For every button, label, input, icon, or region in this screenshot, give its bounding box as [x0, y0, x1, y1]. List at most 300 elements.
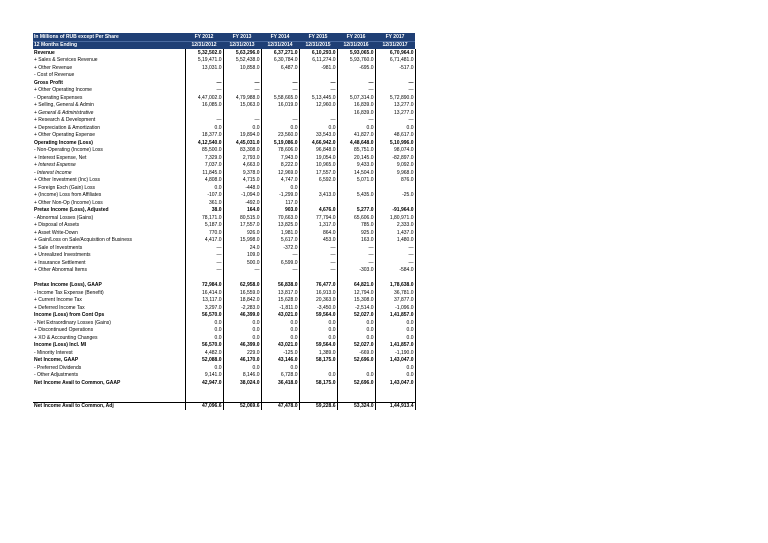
- cell-value: 0.0: [375, 319, 415, 327]
- table-row: [33, 394, 415, 402]
- cell-value: [261, 109, 299, 117]
- table-row: [33, 259, 415, 267]
- cell-value: —: [185, 79, 223, 87]
- table-row: [33, 237, 415, 245]
- cell-value: 12,794.0: [337, 289, 375, 297]
- cell-value: 58,175.0: [299, 379, 337, 387]
- cell-value: 5,13,445.0: [299, 94, 337, 102]
- cell-value: 19,894.0: [223, 132, 261, 140]
- row-label: - Net Extraordinary Losses (Gains): [33, 319, 185, 327]
- row-label: + Other Investment (Inc) Loss: [33, 177, 185, 185]
- table-row: [33, 319, 415, 327]
- cell-value: —: [299, 79, 337, 87]
- cell-value: 1,43,047.0: [375, 357, 415, 365]
- cell-value: 15,998.0: [223, 237, 261, 245]
- cell-value: 4,715.0: [223, 177, 261, 185]
- cell-value: [185, 72, 223, 80]
- cell-value: [337, 387, 375, 395]
- row-label: + Insurance Settlement: [33, 259, 185, 267]
- cell-value: 4,47,002.0: [185, 94, 223, 102]
- table-row: [33, 162, 415, 170]
- row-label: Net Income Avail to Common, GAAP: [33, 379, 185, 387]
- cell-value: 18,377.0: [185, 132, 223, 140]
- table-row: [33, 214, 415, 222]
- period-label: 12 Months Ending: [33, 41, 185, 49]
- row-label: Net Income, GAAP: [33, 357, 185, 365]
- cell-value: 70,663.0: [261, 214, 299, 222]
- cell-value: 0.0: [185, 364, 223, 372]
- cell-value: -3,450.0: [299, 304, 337, 312]
- cell-value: 78,171.0: [185, 214, 223, 222]
- cell-value: [299, 274, 337, 282]
- row-label: - Abnormal Losses (Gains): [33, 214, 185, 222]
- cell-value: 0.0: [223, 364, 261, 372]
- cell-value: 3,297.0: [185, 304, 223, 312]
- cell-value: 18,842.0: [223, 297, 261, 305]
- cell-value: -517.0: [375, 64, 415, 72]
- cell-value: 58,175.0: [299, 357, 337, 365]
- cell-value: 0.0: [375, 334, 415, 342]
- cell-value: 361.0: [185, 199, 223, 207]
- row-label: + Other Operating Expense: [33, 132, 185, 140]
- cell-value: -25.0: [375, 192, 415, 200]
- cell-value: [337, 72, 375, 80]
- table-row: [33, 379, 415, 387]
- cell-value: 7,329.0: [185, 154, 223, 162]
- table-row: [33, 117, 415, 125]
- cell-value: 5,72,890.0: [375, 94, 415, 102]
- cell-value: -91,964.0: [375, 207, 415, 215]
- cell-value: -2,514.0: [337, 304, 375, 312]
- cell-value: 500.0: [223, 259, 261, 267]
- cell-value: -107.0: [185, 192, 223, 200]
- cell-value: 4,676.0: [299, 207, 337, 215]
- cell-value: 5,435.0: [337, 192, 375, 200]
- cell-value: 14,504.0: [337, 169, 375, 177]
- cell-value: 5,19,086.0: [261, 139, 299, 147]
- cell-value: 9,378.0: [223, 169, 261, 177]
- cell-value: 43,021.0: [261, 312, 299, 320]
- cell-value: 0.0: [185, 319, 223, 327]
- cell-value: —: [261, 267, 299, 275]
- cell-value: 43,021.0: [261, 342, 299, 350]
- cell-value: 0.0: [375, 372, 415, 380]
- cell-value: 1,317.0: [299, 222, 337, 230]
- cell-value: [261, 72, 299, 80]
- row-label: - Minority Interest: [33, 349, 185, 357]
- period-end-date: 12/31/2013: [223, 41, 261, 49]
- cell-value: 77,794.0: [299, 214, 337, 222]
- cell-value: 20,363.0: [299, 297, 337, 305]
- row-label: + Other Operating Income: [33, 87, 185, 95]
- cell-value: 0.0: [185, 124, 223, 132]
- row-label: + Asset Write-Down: [33, 229, 185, 237]
- row-label: + Interest Expense: [33, 162, 185, 170]
- cell-value: -669.0: [337, 349, 375, 357]
- cell-value: —: [375, 87, 415, 95]
- cell-value: [375, 394, 415, 402]
- cell-value: —: [185, 87, 223, 95]
- cell-value: 20,145.0: [337, 154, 375, 162]
- cell-value: 2,793.0: [223, 154, 261, 162]
- cell-value: 7,037.0: [185, 162, 223, 170]
- row-label: + Selling, General & Admin: [33, 102, 185, 110]
- cell-value: [337, 394, 375, 402]
- cell-value: —: [261, 252, 299, 260]
- cell-value: —: [337, 252, 375, 260]
- year-header: FY 2016: [337, 33, 375, 41]
- cell-value: 1,43,047.0: [375, 379, 415, 387]
- row-label: Income (Loss) from Cont Ops: [33, 312, 185, 320]
- cell-value: 9,968.0: [375, 169, 415, 177]
- cell-value: -1,299.0: [261, 192, 299, 200]
- cell-value: 16,839.0: [337, 109, 375, 117]
- cell-value: [223, 274, 261, 282]
- table-row: [33, 372, 415, 380]
- row-label: + Depreciation & Amortization: [33, 124, 185, 132]
- cell-value: 0.0: [375, 364, 415, 372]
- cell-value: 6,71,481.0: [375, 57, 415, 65]
- cell-value: 15,308.0: [337, 297, 375, 305]
- cell-value: 13,277.0: [375, 109, 415, 117]
- cell-value: [375, 184, 415, 192]
- year-header: FY 2017: [375, 33, 415, 41]
- table-row: [33, 297, 415, 305]
- cell-value: 5,63,296.0: [223, 49, 261, 57]
- cell-value: 0.0: [299, 327, 337, 335]
- cell-value: 83,308.0: [223, 147, 261, 155]
- cell-value: 52,696.0: [337, 357, 375, 365]
- table-row: [33, 139, 415, 147]
- cell-value: 16,913.0: [299, 289, 337, 297]
- period-end-date: 12/31/2015: [299, 41, 337, 49]
- cell-value: -492.0: [223, 199, 261, 207]
- cell-value: 0.0: [223, 334, 261, 342]
- cell-value: 52,027.0: [337, 342, 375, 350]
- cell-value: 0.0: [261, 327, 299, 335]
- cell-value: -1,811.0: [261, 304, 299, 312]
- cell-value: 15,063.0: [223, 102, 261, 110]
- cell-value: 0.0: [185, 184, 223, 192]
- cell-value: 0.0: [337, 372, 375, 380]
- cell-value: [261, 274, 299, 282]
- cell-value: [261, 394, 299, 402]
- cell-value: 164.0: [223, 207, 261, 215]
- row-label: + Unrealized Investments: [33, 252, 185, 260]
- row-label: - Operating Expenses: [33, 94, 185, 102]
- cell-value: —: [185, 117, 223, 125]
- cell-value: 3,413.0: [299, 192, 337, 200]
- cell-value: [375, 387, 415, 395]
- cell-value: 47,478.0: [261, 402, 299, 410]
- cell-value: —: [185, 267, 223, 275]
- table-row: [33, 334, 415, 342]
- cell-value: 4,12,540.0: [185, 139, 223, 147]
- cell-value: —: [299, 267, 337, 275]
- period-end-date: 12/31/2014: [261, 41, 299, 49]
- cell-value: 6,728.0: [261, 372, 299, 380]
- cell-value: —: [375, 117, 415, 125]
- cell-value: 0.0: [337, 334, 375, 342]
- cell-value: 13,825.0: [261, 222, 299, 230]
- table-row: [33, 327, 415, 335]
- table-body: [33, 49, 415, 410]
- cell-value: 5,52,438.0: [223, 57, 261, 65]
- cell-value: [299, 394, 337, 402]
- row-label: - Other Adjustments: [33, 372, 185, 380]
- cell-value: —: [337, 259, 375, 267]
- cell-value: 98,074.0: [375, 147, 415, 155]
- cell-value: 117.0: [261, 199, 299, 207]
- cell-value: 5,071.0: [337, 177, 375, 185]
- cell-value: [261, 387, 299, 395]
- row-label: + Current Income Tax: [33, 297, 185, 305]
- cell-value: 13,277.0: [375, 102, 415, 110]
- cell-value: [337, 199, 375, 207]
- cell-value: 770.0: [185, 229, 223, 237]
- cell-value: 925.0: [337, 229, 375, 237]
- table-row: [33, 102, 415, 110]
- cell-value: 0.0: [337, 319, 375, 327]
- cell-value: —: [337, 79, 375, 87]
- cell-value: 52,696.0: [337, 379, 375, 387]
- cell-value: 53,324.0: [337, 402, 375, 410]
- cell-value: 52,088.0: [185, 357, 223, 365]
- cell-value: [223, 394, 261, 402]
- row-label: + Interest Expense, Net: [33, 154, 185, 162]
- cell-value: -372.0: [261, 244, 299, 252]
- cell-value: 9,092.0: [375, 162, 415, 170]
- row-label: - Non-Operating (Income) Loss: [33, 147, 185, 155]
- cell-value: 6,11,274.0: [299, 57, 337, 65]
- cell-value: 0.0: [223, 327, 261, 335]
- period-end-date: 12/31/2016: [337, 41, 375, 49]
- cell-value: [185, 274, 223, 282]
- cell-value: 12,969.0: [261, 169, 299, 177]
- cell-value: 6,30,784.0: [261, 57, 299, 65]
- cell-value: —: [223, 87, 261, 95]
- cell-value: 1,981.0: [261, 229, 299, 237]
- cell-value: [375, 199, 415, 207]
- row-label: + Deferred Income Tax: [33, 304, 185, 312]
- cell-value: —: [337, 244, 375, 252]
- table-row: [33, 289, 415, 297]
- cell-value: —: [299, 259, 337, 267]
- cell-value: 0.0: [261, 334, 299, 342]
- cell-value: —: [337, 117, 375, 125]
- cell-value: 85,751.0: [337, 147, 375, 155]
- cell-value: 0.0: [337, 124, 375, 132]
- table-row: [33, 387, 415, 395]
- cell-value: 17,557.0: [299, 169, 337, 177]
- table-row: [33, 349, 415, 357]
- cell-value: 0.0: [185, 334, 223, 342]
- table-row: [33, 79, 415, 87]
- year-header: FY 2015: [299, 33, 337, 41]
- cell-value: 163.0: [337, 237, 375, 245]
- cell-value: 2,333.0: [375, 222, 415, 230]
- cell-value: —: [299, 244, 337, 252]
- cell-value: 1,41,857.0: [375, 342, 415, 350]
- cell-value: -125.0: [261, 349, 299, 357]
- table-row: [33, 229, 415, 237]
- cell-value: 876.0: [375, 177, 415, 185]
- cell-value: —: [261, 79, 299, 87]
- cell-value: 229.0: [223, 349, 261, 357]
- cell-value: 46,399.0: [223, 342, 261, 350]
- cell-value: -448.0: [223, 184, 261, 192]
- cell-value: 5,07,314.0: [337, 94, 375, 102]
- table-row: [33, 222, 415, 230]
- table-row: [33, 364, 415, 372]
- cell-value: [299, 387, 337, 395]
- cell-value: —: [261, 87, 299, 95]
- row-label: - Preferred Dividends: [33, 364, 185, 372]
- cell-value: [185, 394, 223, 402]
- cell-value: 10,858.0: [223, 64, 261, 72]
- cell-value: 1,44,913.4: [375, 402, 415, 410]
- row-label: Gross Profit: [33, 79, 185, 87]
- cell-value: —: [223, 267, 261, 275]
- cell-value: 5,19,471.0: [185, 57, 223, 65]
- table-row: [33, 169, 415, 177]
- cell-value: —: [261, 117, 299, 125]
- cell-value: 16,019.0: [261, 102, 299, 110]
- row-label: + Other Revenue: [33, 64, 185, 72]
- cell-value: 5,32,502.0: [185, 49, 223, 57]
- row-label: - Cost of Revenue: [33, 72, 185, 80]
- cell-value: [223, 72, 261, 80]
- cell-value: [337, 274, 375, 282]
- cell-value: 4,417.0: [185, 237, 223, 245]
- table-row: [33, 154, 415, 162]
- cell-value: 0.0: [299, 372, 337, 380]
- cell-value: -2,283.0: [223, 304, 261, 312]
- cell-value: 0.0: [261, 364, 299, 372]
- cell-value: 16,085.0: [185, 102, 223, 110]
- cell-value: [375, 72, 415, 80]
- cell-value: 76,477.0: [299, 282, 337, 290]
- cell-value: 16,839.0: [337, 102, 375, 110]
- table-row: [33, 199, 415, 207]
- table-row: [33, 252, 415, 260]
- cell-value: 19,054.0: [299, 154, 337, 162]
- row-label: Income (Loss) Incl. MI: [33, 342, 185, 350]
- cell-value: 6,10,293.0: [299, 49, 337, 57]
- units-label: In Millions of RUB except Per Share: [33, 33, 185, 41]
- cell-value: 0.0: [299, 319, 337, 327]
- table-row: [33, 274, 415, 282]
- cell-value: 785.0: [337, 222, 375, 230]
- cell-value: [337, 364, 375, 372]
- cell-value: 1,389.0: [299, 349, 337, 357]
- row-label: + Disposal of Assets: [33, 222, 185, 230]
- year-header: FY 2012: [185, 33, 223, 41]
- cell-value: 96,848.0: [299, 147, 337, 155]
- cell-value: 11,845.0: [185, 169, 223, 177]
- row-label: Net Income Avail to Common, Adj: [33, 402, 185, 410]
- table-row: [33, 402, 415, 410]
- cell-value: 0.0: [261, 184, 299, 192]
- cell-value: 36,781.0: [375, 289, 415, 297]
- cell-value: 6,599.0: [261, 259, 299, 267]
- cell-value: 0.0: [337, 327, 375, 335]
- cell-value: 80,515.0: [223, 214, 261, 222]
- cell-value: [337, 184, 375, 192]
- cell-value: [299, 109, 337, 117]
- row-label: - Income Tax Expense (Benefit): [33, 289, 185, 297]
- cell-value: 5,10,996.0: [375, 139, 415, 147]
- cell-value: [299, 184, 337, 192]
- cell-value: 4,747.0: [261, 177, 299, 185]
- cell-value: 37,877.0: [375, 297, 415, 305]
- cell-value: —: [299, 252, 337, 260]
- table-row: [33, 244, 415, 252]
- cell-value: 0.0: [261, 319, 299, 327]
- cell-value: 13,031.0: [185, 64, 223, 72]
- cell-value: —: [185, 259, 223, 267]
- cell-value: 6,37,271.0: [261, 49, 299, 57]
- cell-value: 16,559.0: [223, 289, 261, 297]
- cell-value: 47,096.6: [185, 402, 223, 410]
- cell-value: 5,58,665.0: [261, 94, 299, 102]
- cell-value: —: [337, 87, 375, 95]
- cell-value: 0.0: [261, 124, 299, 132]
- table-row: [33, 72, 415, 80]
- cell-value: -303.0: [337, 267, 375, 275]
- cell-value: 7,943.0: [261, 154, 299, 162]
- cell-value: —: [185, 244, 223, 252]
- cell-value: 5,617.0: [261, 237, 299, 245]
- cell-value: 903.0: [261, 207, 299, 215]
- header-row-1: [33, 33, 415, 41]
- cell-value: 926.0: [223, 229, 261, 237]
- cell-value: 1,80,971.0: [375, 214, 415, 222]
- cell-value: 78,606.0: [261, 147, 299, 155]
- table-row: [33, 207, 415, 215]
- cell-value: [223, 109, 261, 117]
- cell-value: 4,79,988.0: [223, 94, 261, 102]
- header-row-2: [33, 41, 415, 49]
- cell-value: —: [223, 79, 261, 87]
- cell-value: 64,821.0: [337, 282, 375, 290]
- cell-value: 38.0: [185, 207, 223, 215]
- cell-value: 13,817.0: [261, 289, 299, 297]
- cell-value: 62,958.0: [223, 282, 261, 290]
- cell-value: —: [299, 117, 337, 125]
- cell-value: —: [299, 87, 337, 95]
- income-statement-table: [33, 33, 416, 410]
- cell-value: [185, 109, 223, 117]
- cell-value: 52,027.0: [337, 312, 375, 320]
- cell-value: —: [375, 252, 415, 260]
- cell-value: 46,170.0: [223, 357, 261, 365]
- cell-value: 23,560.0: [261, 132, 299, 140]
- table-row: [33, 147, 415, 155]
- cell-value: -695.0: [337, 64, 375, 72]
- cell-value: 0.0: [299, 334, 337, 342]
- row-label: + Gain/Loss on Sale/Acquisition of Business: [33, 237, 185, 245]
- table-row: [33, 192, 415, 200]
- cell-value: 10,965.0: [299, 162, 337, 170]
- row-label: [33, 394, 185, 402]
- cell-value: 864.0: [299, 229, 337, 237]
- cell-value: -584.0: [375, 267, 415, 275]
- cell-value: [223, 387, 261, 395]
- table-row: [33, 304, 415, 312]
- table-row: [33, 357, 415, 365]
- cell-value: 59,564.0: [299, 342, 337, 350]
